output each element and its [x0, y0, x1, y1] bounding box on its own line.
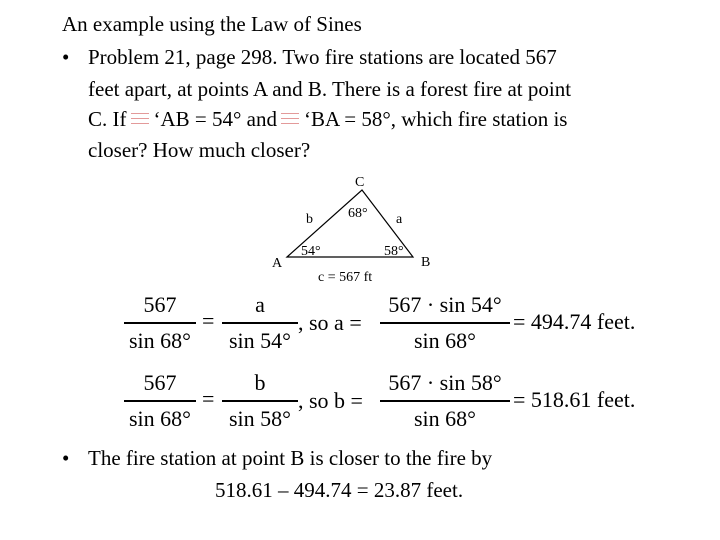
eq2-mid-denominator: sin 58° [229, 406, 291, 431]
eq1-rhs-numerator: 567 · sin 54° [388, 292, 502, 317]
problem-line-2: feet apart, at points A and B. There is a forest fire at point [88, 77, 572, 101]
eq2-rhs-numerator: 567 · sin 58° [388, 370, 502, 395]
eq1-lhs-fraction [124, 291, 196, 355]
problem-line-3-end: ‘BA = 58°, which fire station is [303, 107, 568, 131]
fraction-bar [124, 400, 196, 402]
vertex-a-label: A [272, 256, 283, 271]
eq2-lhs-denominator: sin 68° [129, 406, 191, 431]
eq1-rhs-fraction [380, 291, 510, 355]
eq2-equals-1: = [202, 386, 215, 411]
conclusion-bullet: • [62, 446, 70, 470]
eq2-result: = 518.61 feet. [513, 387, 636, 412]
fraction-bar [222, 322, 298, 324]
eq1-lhs-numerator: 567 [143, 292, 177, 317]
side-c-label: c = 567 ft [318, 270, 373, 285]
problem-bullet: • [62, 45, 70, 69]
eq1-equals-1: = [202, 308, 215, 333]
eq1-mid-numerator: a [255, 292, 265, 317]
eq2-rhs-denominator: sin 68° [414, 406, 476, 431]
problem-line-3-start: C. If [88, 107, 127, 131]
conclusion-line-2: 518.61 – 494.74 = 23.87 feet. [215, 478, 464, 502]
fraction-bar [124, 322, 196, 324]
vertex-c-label: C [355, 175, 365, 190]
page-title: An example using the Law of Sines [62, 12, 362, 36]
problem-line-3-mid: ‘AB = 54° and [153, 107, 277, 131]
eq1-lhs-denominator: sin 68° [129, 328, 191, 353]
eq1-so-text: , so a = [298, 310, 362, 335]
problem-line-4: closer? How much closer? [88, 138, 311, 162]
side-b-label: b [306, 212, 313, 227]
eq1-rhs-denominator: sin 68° [414, 328, 476, 353]
fraction-bar [380, 322, 510, 324]
fraction-bar [380, 400, 510, 402]
eq1-result: = 494.74 feet. [513, 309, 636, 334]
fraction-bar [222, 400, 298, 402]
eq1-mid-denominator: sin 54° [229, 328, 291, 353]
side-a-label: a [396, 212, 403, 227]
angle-b-label: 58° [384, 244, 404, 259]
problem-line-1: Problem 21, page 298. Two fire stations are located 567 [88, 45, 557, 69]
eq1-mid-fraction [222, 291, 298, 355]
eq2-rhs-fraction [380, 369, 510, 433]
eq2-so-text: , so b = [298, 388, 363, 413]
vertex-b-label: B [421, 255, 431, 270]
eq2-mid-fraction [222, 369, 298, 433]
eq2-lhs-fraction [124, 369, 196, 433]
conclusion-line-1: The fire station at point B is closer to the fire by [88, 446, 493, 470]
angle-a-label: 54° [301, 244, 321, 259]
eq2-lhs-numerator: 567 [143, 370, 177, 395]
angle-c-label: 68° [348, 206, 368, 221]
eq2-mid-numerator: b [254, 370, 266, 395]
